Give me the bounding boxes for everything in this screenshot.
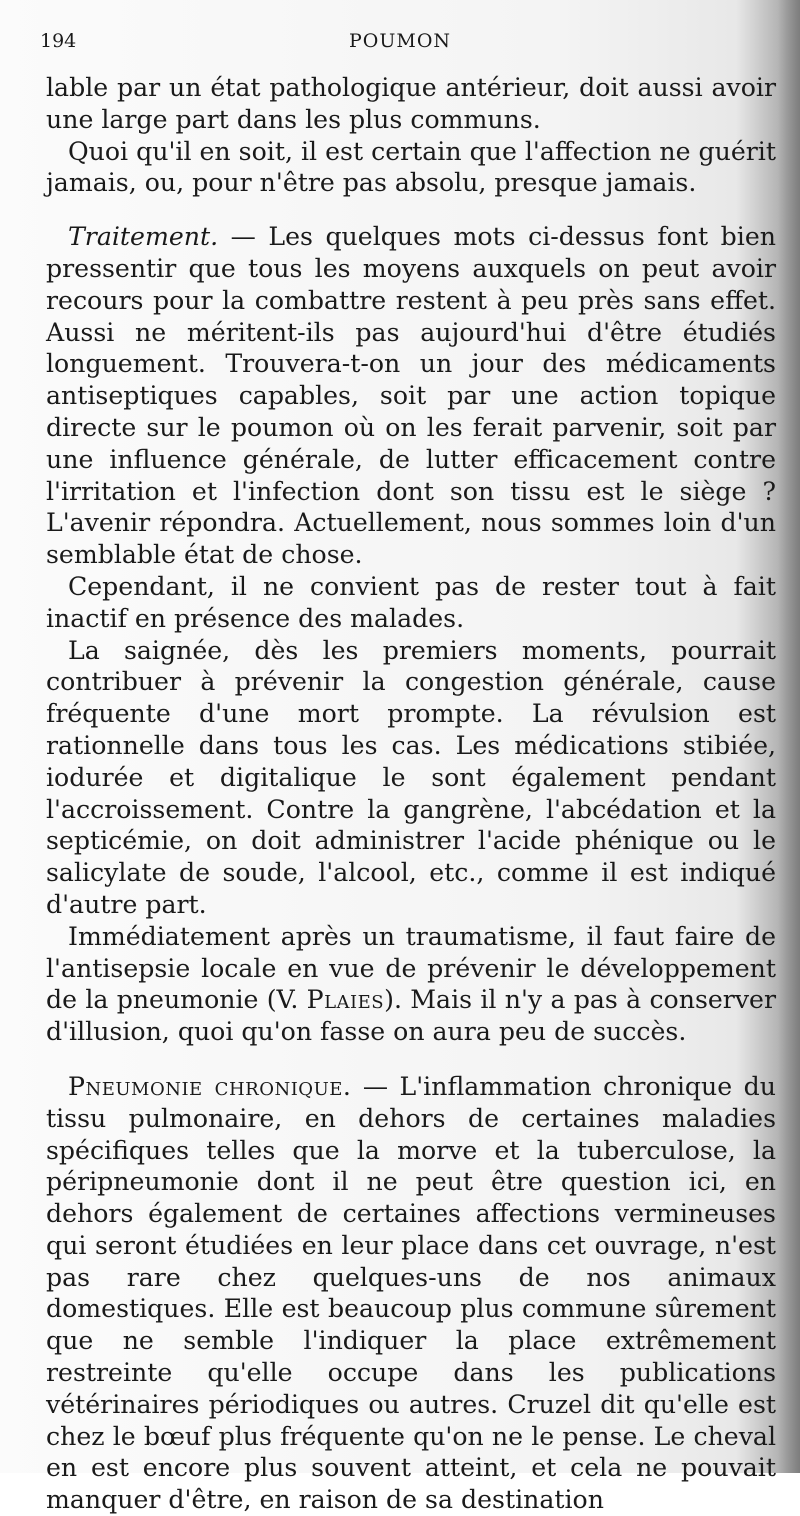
paragraph-text: ). Mais il n'y a pas à conserver d'illusion, quoi qu'on fasse on aura peu de succès.: [46, 985, 776, 1047]
section-heading-pneumonie-chronique: Pneumonie chronique.: [68, 1071, 352, 1101]
paragraph-prognosis: Quoi qu'il en soit, il est certain que l'affection ne guérit jamais, ou, pour n'être pas absolu, presque jamais.: [46, 136, 776, 198]
paragraph-inaction: Cependant, il ne convient pas de rester tout à fait inactif en présence des malades.: [46, 571, 776, 633]
paragraph-treatment: [46, 221, 776, 571]
paragraph-text: Immédiatement après un traumatisme, il faut faire de l'antisepsie locale en vue de prévenir le développement de la pneumonie (V.: [46, 921, 776, 1015]
paragraph-text: — Les quelques mots ci-dessus font bien pressentir que tous les moyens auxquels on peut avoir recours pour la combattre restent à peu près sans effet. Aussi ne méritent-ils pas aujourd'hui d'être étudiés longuement. Trouvera-t-on un jour des médicaments antiseptiques capables, soit par une action topique directe sur le poumon où on les ferait parvenir, soit par une influence générale, de lutter efficacement contre l'irritation et l'infection dont son tissu est le siège ? L'avenir répondra. Actuellement, nous sommes loin d'un semblable état de chose.: [46, 222, 776, 570]
page-edge-shadow: [778, 0, 800, 1473]
section-heading-traitement: Traitement.: [68, 222, 219, 252]
running-head: POUMON: [348, 30, 452, 52]
page-header: [40, 30, 760, 60]
paragraph-chronic-pneumonia: [46, 1071, 776, 1516]
page-number: 194: [40, 30, 77, 52]
body-text: [46, 72, 776, 1516]
paragraph-continuation: lable par un état pathologique antérieur, doit aussi avoir une large part dans les plus communs.: [46, 73, 776, 134]
paragraph-antisepsis: [46, 921, 776, 1048]
cross-reference: Plaies: [306, 985, 385, 1015]
paragraph-bleeding: La saignée, dès les premiers moments, pourrait contribuer à prévenir la congestion générale, cause fréquente d'une mort prompte. La révulsion est rationnelle dans tous les cas. Les médications stibiée, iodurée et digitalique le sont également pendant l'accroissement. Contre la gangrène, l'abcédation et la septicémie, on doit administrer l'acide phénique ou le salicylate de soude, l'alcool, etc., comme il est indiqué d'autre part.: [46, 635, 776, 919]
paragraph-text: — L'inflammation chronique du tissu pulmonaire, en dehors de certaines maladies spécifiques telles que la morve et la tuberculose, la péripneumonie dont il ne peut être question ici, en dehors également de certaines affections vermineuses qui seront étudiées en leur place dans cet ouvrage, n'est pas rare chez quelques-uns de nos animaux domestiques. Elle est beaucoup plus commune sûrement que ne semble l'indiquer la place extrêmement restreinte qu'elle occupe dans les publications vétérinaires périodiques ou autres. Cruzel dit qu'elle est chez le bœuf plus fréquente qu'on ne le pense. Le cheval en est encore plus souvent atteint, et cela ne pouvait manquer d'être, en raison de sa destination: [46, 1071, 776, 1515]
